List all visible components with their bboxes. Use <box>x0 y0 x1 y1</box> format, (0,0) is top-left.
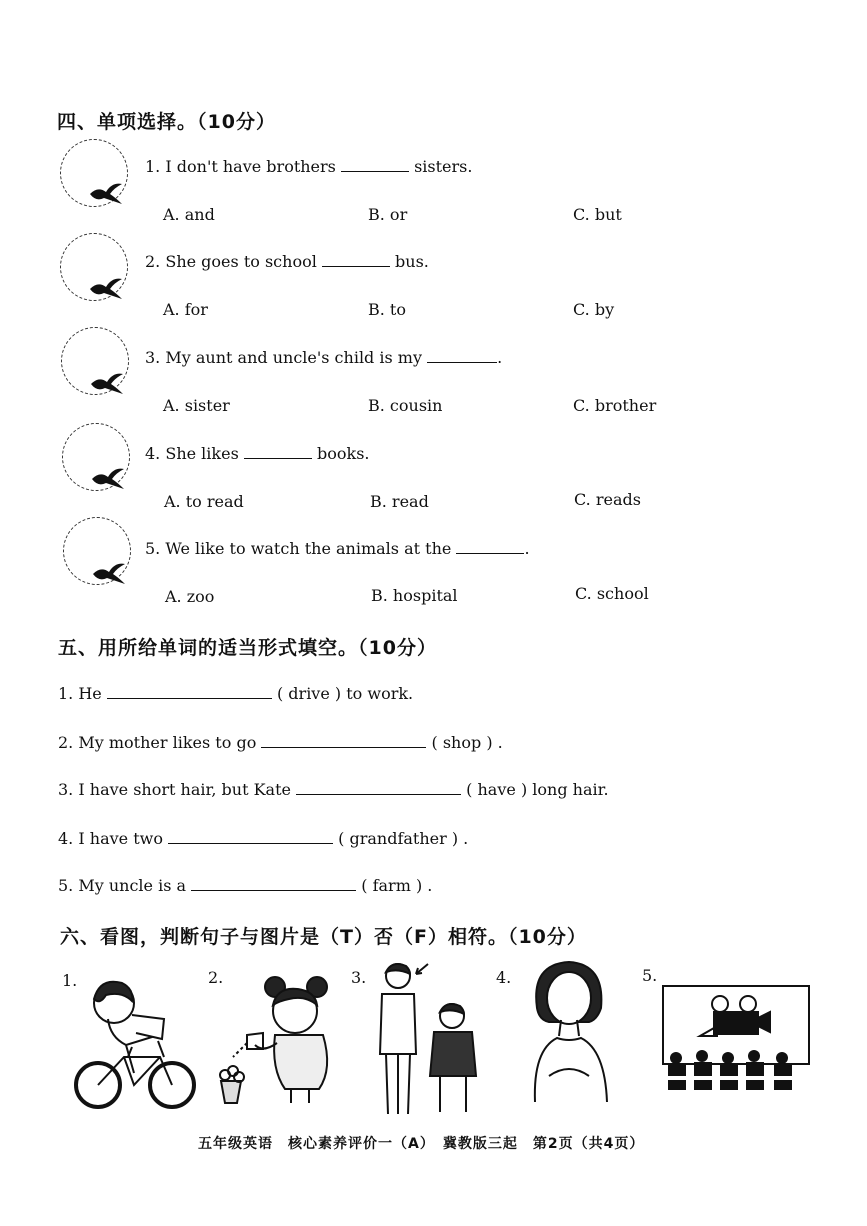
option-b: B. hospital <box>371 586 458 605</box>
fill-question-1 <box>58 684 413 703</box>
question-text: She goes to school <box>165 252 317 271</box>
fill-question-4 <box>58 829 468 848</box>
option-c: C. by <box>573 300 615 319</box>
option-a: A. and <box>163 205 215 224</box>
picture-number: 3. <box>351 968 367 987</box>
page-footer: 五年级英语 核心素养评价一（A） 冀教版三起 第2页（共4页） <box>198 1136 645 1152</box>
option-b: B. or <box>368 205 408 224</box>
swallow-icon <box>88 180 124 206</box>
girl-watering-flowers-icon <box>215 973 339 1111</box>
fill-question-text: 3. I have short hair, but Kate <box>58 780 291 799</box>
smiling-woman-icon <box>527 958 613 1106</box>
fill-question-text: 5. My uncle is a <box>58 876 187 895</box>
answer-blank[interactable] <box>456 539 524 554</box>
picture-number: 5. <box>642 966 658 985</box>
picture-number: 4. <box>496 968 512 987</box>
question-4 <box>145 444 369 463</box>
section4-title: 四、单项选择。（10分） <box>57 111 276 133</box>
fill-question-hint: ( drive ) to work. <box>276 684 414 703</box>
question-text-end: . <box>524 539 530 558</box>
question-text: My aunt and uncle's child is my <box>165 348 423 367</box>
answer-blank[interactable] <box>341 157 409 172</box>
option-c: C. school <box>575 584 649 603</box>
section6-title: 六、看图，判断句子与图片是（T）否（F）相符。（10分） <box>60 926 587 948</box>
question-text: She likes <box>165 444 239 463</box>
question-number: 1. <box>145 157 161 176</box>
question-text: We like to watch the animals at the <box>165 539 452 558</box>
boy-riding-bike-icon <box>72 975 200 1115</box>
fill-blank[interactable] <box>296 780 461 795</box>
question-1 <box>145 157 472 176</box>
fill-question-text: 4. I have two <box>58 829 163 848</box>
swallow-icon <box>90 465 126 491</box>
question-5 <box>145 539 530 558</box>
question-number: 3. <box>145 348 161 367</box>
option-b: B. cousin <box>368 396 443 415</box>
question-text-end: sisters. <box>414 157 473 176</box>
fill-question-5 <box>58 876 432 895</box>
answer-blank[interactable] <box>322 252 390 267</box>
fill-blank[interactable] <box>261 733 426 748</box>
option-c: C. but <box>573 205 622 224</box>
fill-question-3 <box>58 780 609 799</box>
fill-question-text: 1. He <box>58 684 102 703</box>
fill-question-hint: ( shop ) . <box>431 733 503 752</box>
question-number: 5. <box>145 539 161 558</box>
fill-blank[interactable] <box>191 876 356 891</box>
option-a: A. to read <box>164 492 244 511</box>
question-2 <box>145 252 429 271</box>
fill-question-hint: ( farm ) . <box>361 876 433 895</box>
fill-question-hint: ( have ) long hair. <box>466 780 609 799</box>
fill-blank[interactable] <box>168 829 333 844</box>
fill-question-hint: ( grandfather ) . <box>338 829 469 848</box>
option-b: B. to <box>368 300 406 319</box>
picture-number: 2. <box>208 968 224 987</box>
fill-blank[interactable] <box>107 684 272 699</box>
fill-question-2 <box>58 733 503 752</box>
fill-question-text: 2. My mother likes to go <box>58 733 257 752</box>
question-number: 4. <box>145 444 161 463</box>
swallow-icon <box>89 370 125 396</box>
answer-blank[interactable] <box>244 444 312 459</box>
swallow-icon <box>88 275 124 301</box>
question-3 <box>145 348 502 367</box>
option-b: B. read <box>370 492 429 511</box>
tall-man-and-short-man-icon <box>372 958 488 1118</box>
picture-number: 1. <box>62 971 78 990</box>
option-a: A. for <box>163 300 208 319</box>
section5-title: 五、用所给单词的适当形式填空。（10分） <box>58 637 437 659</box>
question-text-end: books. <box>316 444 370 463</box>
option-c: C. brother <box>573 396 657 415</box>
answer-blank[interactable] <box>427 348 497 363</box>
option-a: A. sister <box>163 396 230 415</box>
question-text-end: . <box>497 348 503 367</box>
option-c: C. reads <box>574 490 641 509</box>
question-text: I don't have brothers <box>165 157 336 176</box>
question-number: 2. <box>145 252 161 271</box>
question-text-end: bus. <box>395 252 429 271</box>
swallow-icon <box>91 560 127 586</box>
cinema-icon <box>660 984 812 1094</box>
option-a: A. zoo <box>165 587 215 606</box>
